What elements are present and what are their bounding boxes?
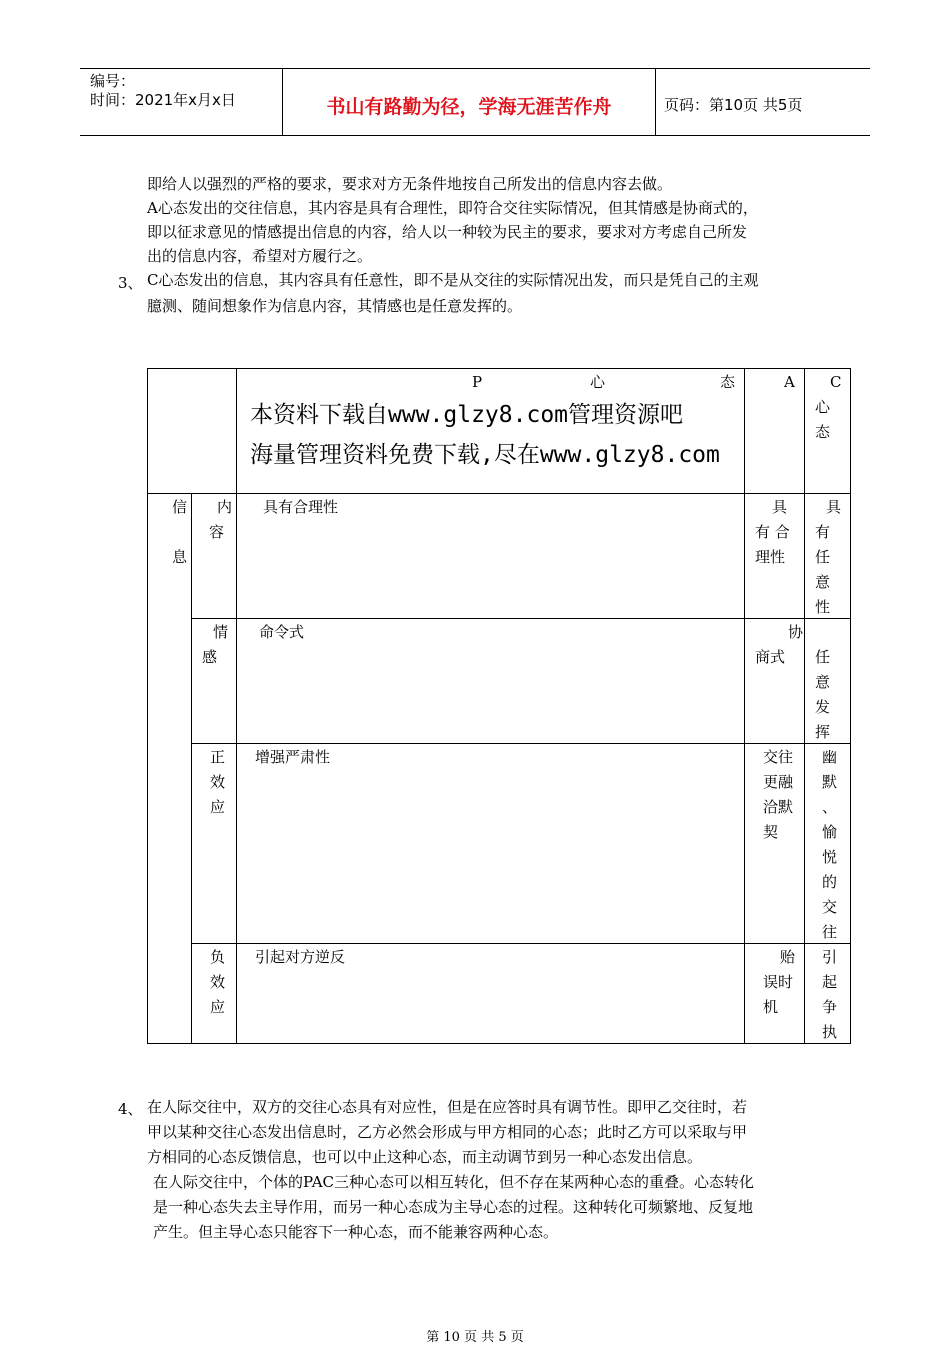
row-label: 情 [213,623,229,641]
cell-c: 起 [822,973,838,991]
cell-a: 误时 [763,973,794,991]
cell-c: 悦 [822,848,838,866]
header-top-rule [80,68,870,69]
paragraph-line: 即以征求意见的情感提出信息的内容，给人以一种较为民主的要求，要求对方考虑自己所发 [147,223,748,241]
paragraph-line: 出的信息内容，希望对方履行之。 [147,247,373,265]
paragraph-line: 即给人以强烈的严格的要求，要求对方无条件地按自己所发出的信息内容去做。 [147,175,673,193]
row-label: 应 [210,998,226,1016]
cell-a: 有 合 [755,523,790,541]
row-label: 负 [210,948,226,966]
paragraph-line: 臆测、随间想象作为信息内容，其情感也是任意发挥的。 [147,297,523,315]
table-rule [191,618,851,619]
paragraph-line: 方相同的心态反馈信息，也可以中止这种心态，而主动调节到另一种心态发出信息。 [147,1148,703,1166]
cell-c: 往 [822,923,838,941]
paragraph-line: 甲以某种交往心态发出信息时，乙方必然会形成与甲方相同的心态；此时乙方可以采取与甲 [147,1123,748,1141]
header-bottom-rule [80,135,870,136]
table-header-p: P [472,373,483,391]
table-rule [191,493,192,1044]
table-rule [191,743,851,744]
table-rule [147,493,851,494]
doc-date-label: 时间：2021年x月x日 [90,91,236,109]
cell-c: 任 [815,648,831,666]
watermark-text: 本资料下载自www.glzy8.com管理资源吧 [250,402,684,428]
cell-c: 发 [815,698,831,716]
watermark-text: 海量管理资料免费下载,尽在www.glzy8.com [250,442,720,468]
table-header-c: 态 [815,423,831,441]
cell-c: 性 [815,598,831,616]
row-label: 内 [217,498,233,516]
cell-a: 更融 [763,773,794,791]
cell-a: 协 [788,623,804,641]
cell-c: 意 [815,573,831,591]
row-label: 应 [210,798,226,816]
paragraph-line: C心态发出的信息，其内容具有任意性，即不是从交往的实际情况出发，而只是凭自己的主观 [147,271,759,289]
cell-c: 、 [822,798,838,816]
row-label: 效 [210,973,226,991]
table-header-c: C [830,373,842,391]
row-label: 容 [209,523,225,541]
cell-a: 机 [763,998,779,1016]
row-label: 效 [210,773,226,791]
cell-a: 契 [763,823,779,841]
cell-p: 具有合理性 [263,498,339,516]
cell-c: 默 [822,773,838,791]
table-header-p: 态 [720,373,736,391]
table-header-c: 心 [815,398,831,416]
paragraph-line: A心态发出的交往信息，其内容是具有合理性，即符合交往实际情况，但其情感是协商式的， [147,199,758,217]
cell-c: 执 [822,1023,838,1041]
page-footer: 第 10 页 共 5 页 [426,1330,524,1345]
header-meta [90,72,236,110]
table-header-a: A [784,373,795,391]
cell-p: 引起对方逆反 [255,948,346,966]
cell-c: 具 [826,498,842,516]
cell-a: 商式 [755,648,786,666]
cell-c: 有 [815,523,831,541]
paragraph-line: 是一种心态失去主导作用，而另一种心态成为主导心态的过程。这种转化可频繁地、反复地 [153,1198,754,1216]
cell-a: 具 [772,498,788,516]
table-header-p: 心 [590,373,606,391]
paragraph-line: 在人际交往中，个体的PAC三种心态可以相互转化，但不存在某两种心态的重叠。心态转化 [153,1173,755,1191]
header-page-number: 页码：第10页 共5页 [664,96,803,114]
group-label: 息 [172,548,188,566]
list-number: 4、 [118,1100,143,1118]
cell-c: 意 [815,673,831,691]
row-label: 感 [202,648,218,666]
cell-c: 任 [815,548,831,566]
row-label: 正 [210,748,226,766]
group-label: 信 [172,498,188,516]
cell-a: 贻 [780,948,796,966]
cell-c: 愉 [822,823,838,841]
cell-c: 引 [822,948,838,966]
cell-c: 幽 [822,748,838,766]
paragraph-line: 在人际交往中，双方的交往心态具有对应性，但是在应答时具有调节性。即甲乙交往时，若 [147,1098,748,1116]
cell-p: 增强严肃性 [255,748,331,766]
cell-a: 理性 [755,548,786,566]
cell-a: 交往 [763,748,794,766]
list-number: 3、 [118,274,143,292]
cell-c: 的 [822,873,838,891]
paragraph-line: 产生。但主导心态只能容下一种心态，而不能兼容两种心态。 [153,1223,559,1241]
cell-c: 交 [822,898,838,916]
cell-a: 洽默 [763,798,794,816]
header-divider [655,68,656,136]
doc-number-label: 编号： [90,72,136,90]
cell-c: 挥 [815,723,831,741]
cell-c: 争 [822,998,838,1016]
header-motto: 书山有路勤为径，学海无涯苦作舟 [326,96,612,118]
cell-p: 命令式 [259,623,305,641]
table-rule [191,943,851,944]
